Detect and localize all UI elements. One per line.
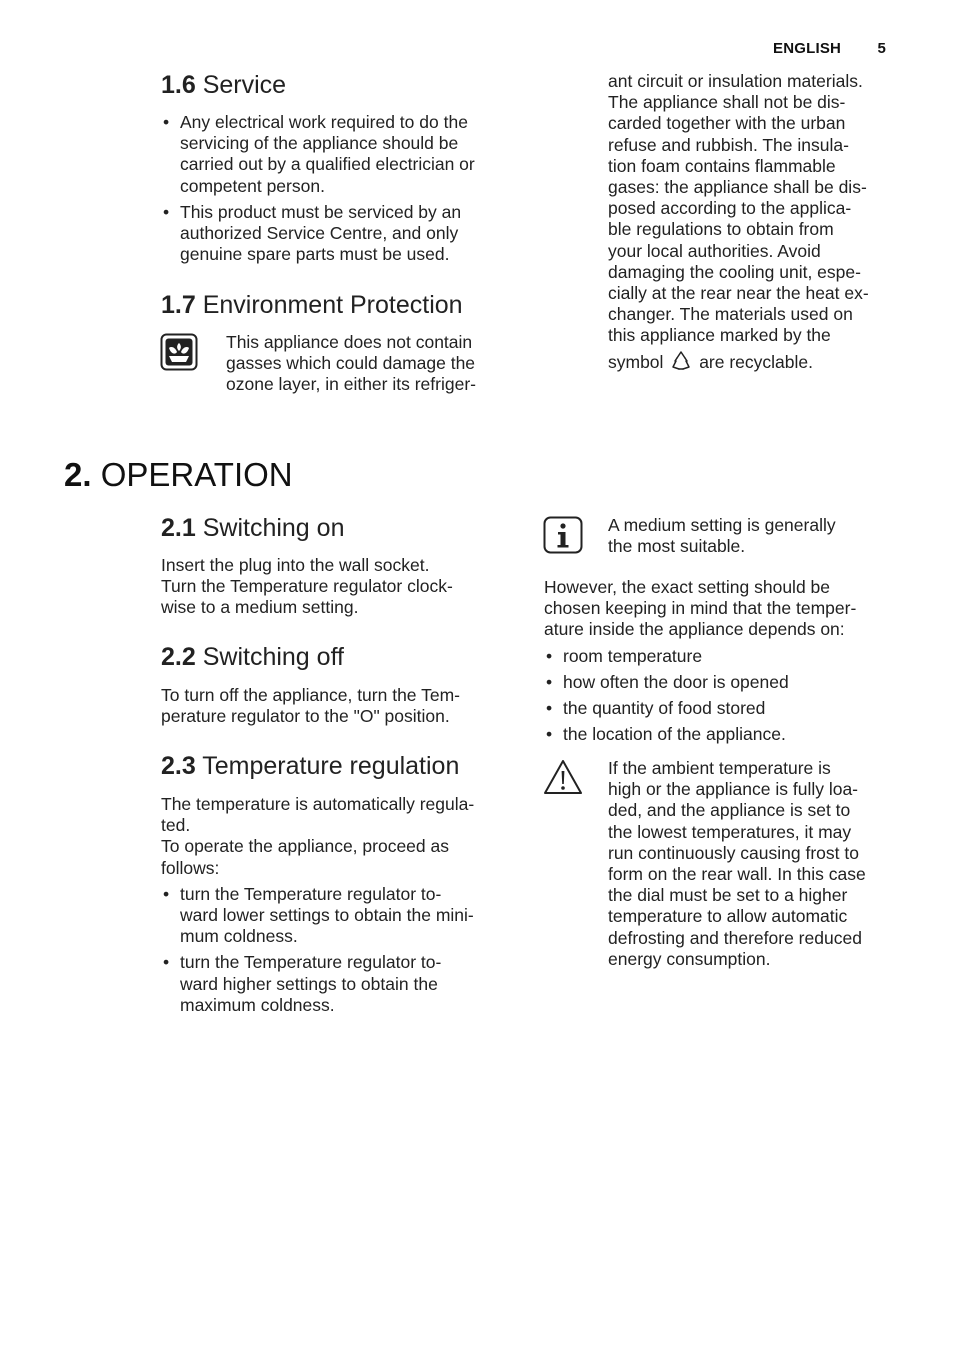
info-icon: [543, 516, 583, 554]
section-1-6-bullets: [161, 112, 521, 270]
info-note-text: A medium setting is generally the most suitable.: [608, 515, 836, 557]
list-item: • Any electrical work required to do the servicing of the appliance should be carried out by a qualified electrician or competent person.: [161, 112, 521, 197]
recycle-icon: [670, 350, 692, 372]
section-number: 2.1: [161, 514, 196, 542]
section-1-6-heading: [161, 70, 286, 100]
chapter-number: 2.: [64, 456, 92, 493]
section-title: Switching on: [202, 514, 345, 542]
header-language: ENGLISH: [773, 40, 842, 57]
warning-icon: [543, 758, 583, 796]
environment-continued: ant circuit or insulation materials. The appliance shall not be dis- carded together with the urban refuse and rubbish. The insula- tion foam contains flammable gases: the appliance shall be dis- posed according to the applica- ble regulations to obtain from your local authorities. Avoid damaging the cooling unit, espe- cially at the rear near the heat ex- changer. The materials used on this appliance marked by the symbol are recyclable.: [608, 71, 869, 372]
list-item: • turn the Temperature regulator to- ward lower settings to obtain the mini- mum coldness.: [161, 884, 523, 948]
section-2-3-text: The temperature is automatically regula- ted. To operate the appliance, proceed as follows: • turn the Temperature regulator to- ward lower settings to obtain the mini- mum coldness. • turn the Temperature regulator to- ward higher settings to obtain the maximum coldness.: [161, 794, 523, 1021]
warning-note-text: If the ambient temperature is high or the appliance is fully loa- ded, and the appliance is set to the lowest temperatures, it may run continuously causing frost to form on the rear wall. In this case the dial must be set to a higher temperature to allow automatic defrosting and therefore reduced energy consumption.: [608, 758, 866, 969]
list-item: • the quantity of food stored: [544, 698, 914, 719]
section-number: 2.3: [161, 752, 196, 780]
chapter-heading: [64, 456, 293, 494]
chapter-title: OPERATION: [100, 456, 293, 493]
list-item: • This product must be serviced by an authorized Service Centre, and only genuine spare parts must be used.: [161, 202, 521, 266]
section-title: Service: [202, 71, 287, 99]
section-2-2-heading: [161, 642, 344, 672]
section-2-1-text: Insert the plug into the wall socket. Turn the Temperature regulator clock- wise to a medium setting.: [161, 555, 453, 618]
page-header: [773, 40, 886, 57]
section-2-2-text: To turn off the appliance, turn the Tem- perature regulator to the "O" position.: [161, 685, 460, 727]
list-item: • how often the door is opened: [544, 672, 914, 693]
section-number: 1.7: [161, 291, 196, 319]
temperature-factors: However, the exact setting should be chosen keeping in mind that the temper- ature inside the appliance depends on: • room temperature • how often the door is opened • the quantity of food stored • the location of the appliance.: [544, 577, 914, 750]
list-item: • turn the Temperature regulator to- ward higher settings to obtain the maximum coldness.: [161, 952, 523, 1016]
environment-intro: This appliance does not contain gasses which could damage the ozone layer, in either its refriger-: [226, 332, 476, 395]
section-title: Switching off: [202, 643, 345, 671]
section-number: 2.2: [161, 643, 196, 671]
section-1-7-heading: [161, 290, 463, 320]
section-title: Environment Protection: [202, 291, 463, 319]
section-number: 1.6: [161, 71, 196, 99]
list-item: • the location of the appliance.: [544, 724, 914, 745]
environment-icon: [160, 333, 198, 371]
page-number: 5: [877, 40, 886, 57]
section-title: Temperature regulation: [202, 752, 460, 780]
list-item: • room temperature: [544, 646, 914, 667]
section-2-1-heading: [161, 513, 344, 543]
section-2-3-heading: [161, 751, 459, 781]
